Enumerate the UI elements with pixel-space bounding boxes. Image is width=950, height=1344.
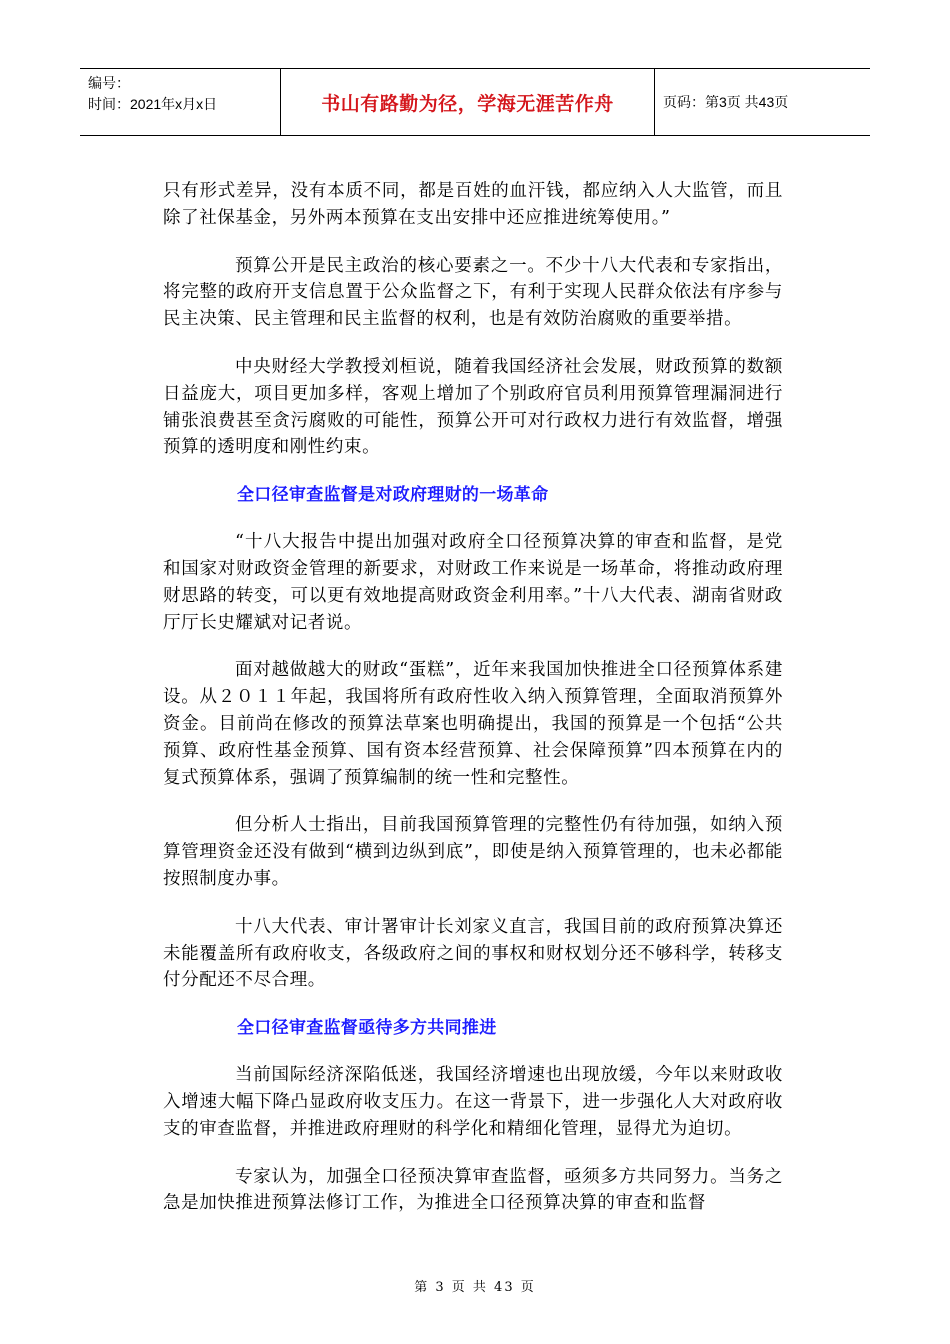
document-body: [163, 178, 783, 1238]
paragraph: 十八大代表、审计署审计长刘家义直言，我国目前的政府预算决算还未能覆盖所有政府收支，各级政府之间的事权和财权划分还不够科学，转移支付分配还不尽合理。: [163, 916, 783, 991]
header-meta: [80, 69, 281, 135]
header-page-info: [655, 69, 870, 135]
paragraph: 预算公开是民主政治的核心要素之一。不少十八大代表和专家指出，将完整的政府开支信息置于公众监督之下，有利于实现人民群众依法有序参与民主决策、民主管理和民主监督的权利，也是有效防治腐败的重要举措。: [163, 255, 783, 330]
paragraph: 只有形式差异，没有本质不同，都是百姓的血汗钱，都应纳入人大监管，而且除了社保基金，另外两本预算在支出安排中还应推进统筹使用。”: [163, 181, 783, 228]
paragraph: 中央财经大学教授刘桓说，随着我国经济社会发展，财政预算的数额日益庞大，项目更加多样，客观上增加了个别政府官员利用预算管理漏洞进行铺张浪费甚至贪污腐败的可能性，预算公开可对行政权力进行有效监督，增强预算的透明度和刚性约束。: [163, 356, 783, 458]
page-header: [80, 68, 870, 136]
header-page-label: 页码：第3页 共43页: [663, 94, 789, 110]
page-footer: 第 3 页 共 43 页: [414, 1280, 536, 1295]
header-motto: 书山有路勤为径，学海无涯苦作舟: [321, 92, 614, 115]
paragraph: 专家认为，加强全口径预决算审查监督，亟须多方共同努力。当务之急是加快推进预算法修订工作，为推进全口径预算决算的审查和监督: [163, 1166, 783, 1214]
paragraph: 当前国际经济深陷低迷，我国经济增速也出现放缓，今年以来财政收入增速大幅下降凸显政府收支压力。在这一背景下，进一步强化人大对政府收支的审查监督，并推进政府理财的科学化和精细化管理，显得尤为迫切。: [163, 1065, 783, 1139]
section-heading: 全口径审查监督是对政府理财的一场革命: [237, 485, 549, 506]
document-date-label: 时间：2021年x月x日: [88, 96, 218, 112]
paragraph: “十八大报告中提出加强对政府全口径预算决算的审查和监督，是党和国家对财政资金管理的新要求，对财政工作来说是一场革命，将推动政府理财思路的转变，可以更有效地提高财政资金利用率。”十八大代表、湖南省财政厅厅长史耀斌对记者说。: [163, 532, 783, 633]
header-motto-cell: [281, 69, 655, 135]
section-heading: 全口径审查监督亟待多方共同推进: [237, 1018, 497, 1039]
paragraph: 面对越做越大的财政“蛋糕”，近年来我国加快推进全口径预算体系建设。从２０１１年起，我国将所有政府性收入纳入预算管理，全面取消预算外资金。目前尚在修改的预算法草案也明确提出，我国的预算是一个包括“公共预算、政府性基金预算、国有资本经营预算、社会保障预算”四本预算在内的复式预算体系，强调了预算编制的统一性和完整性。: [163, 660, 783, 788]
document-number-label: 编号：: [88, 75, 130, 91]
paragraph: 但分析人士指出，目前我国预算管理的完整性仍有待加强，如纳入预算管理资金还没有做到“横到边纵到底”，即使是纳入预算管理的，也未必都能按照制度办事。: [163, 815, 783, 889]
